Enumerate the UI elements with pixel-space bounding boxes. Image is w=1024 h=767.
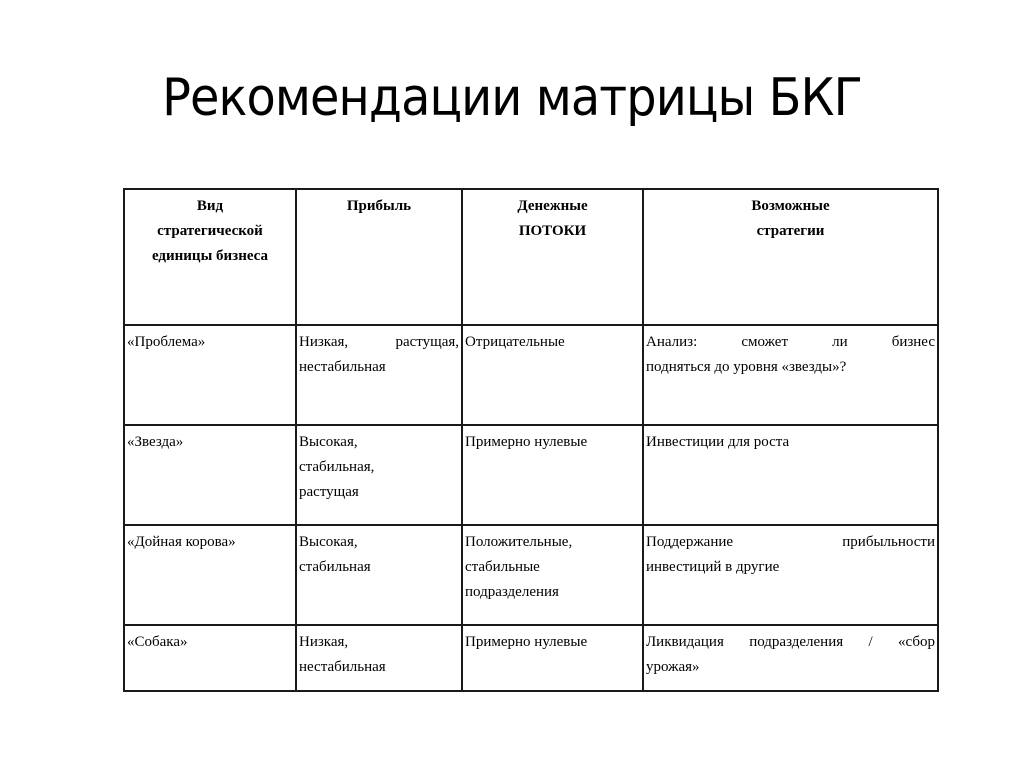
table-header-row — [124, 189, 938, 325]
cell-unit: «Собака» — [124, 625, 296, 691]
cell-profit: Высокая, стабильная, растущая — [296, 425, 462, 525]
cell-unit: «Дойная корова» — [124, 525, 296, 625]
cell-cash-flow: Отрицательные — [462, 325, 643, 425]
header-strategies: Возможные стратегии — [643, 189, 938, 325]
table-row-star — [124, 425, 938, 525]
bcg-recommendations-table — [123, 188, 939, 692]
cell-cash-flow: Примерно нулевые — [462, 425, 643, 525]
cell-strategy: Поддержание прибыльности инвестиций в другие — [643, 525, 938, 625]
cell-strategy: Ликвидация подразделения / «сбор урожая» — [643, 625, 938, 691]
cell-strategy: Анализ: сможет ли бизнес подняться до уровня «звезды»? — [643, 325, 938, 425]
cell-unit: «Проблема» — [124, 325, 296, 425]
table-row-dog — [124, 625, 938, 691]
header-business-unit: Вид стратегической единицы бизнеса — [124, 189, 296, 325]
cell-cash-flow: Примерно нулевые — [462, 625, 643, 691]
cell-profit: Низкая, растущая, нестабильная — [296, 325, 462, 425]
cell-strategy: Инвестиции для роста — [643, 425, 938, 525]
cell-cash-flow: Положительные, стабильные подразделения — [462, 525, 643, 625]
cell-unit: «Звезда» — [124, 425, 296, 525]
table-row-problem — [124, 325, 938, 425]
cell-profit: Высокая, стабильная — [296, 525, 462, 625]
header-cash-flow: Денежные ПОТОКИ — [462, 189, 643, 325]
header-profit: Прибыль — [296, 189, 462, 325]
table-row-cash-cow — [124, 525, 938, 625]
cell-profit: Низкая, нестабильная — [296, 625, 462, 691]
slide-title: Рекомендации матрицы БКГ — [162, 68, 862, 128]
